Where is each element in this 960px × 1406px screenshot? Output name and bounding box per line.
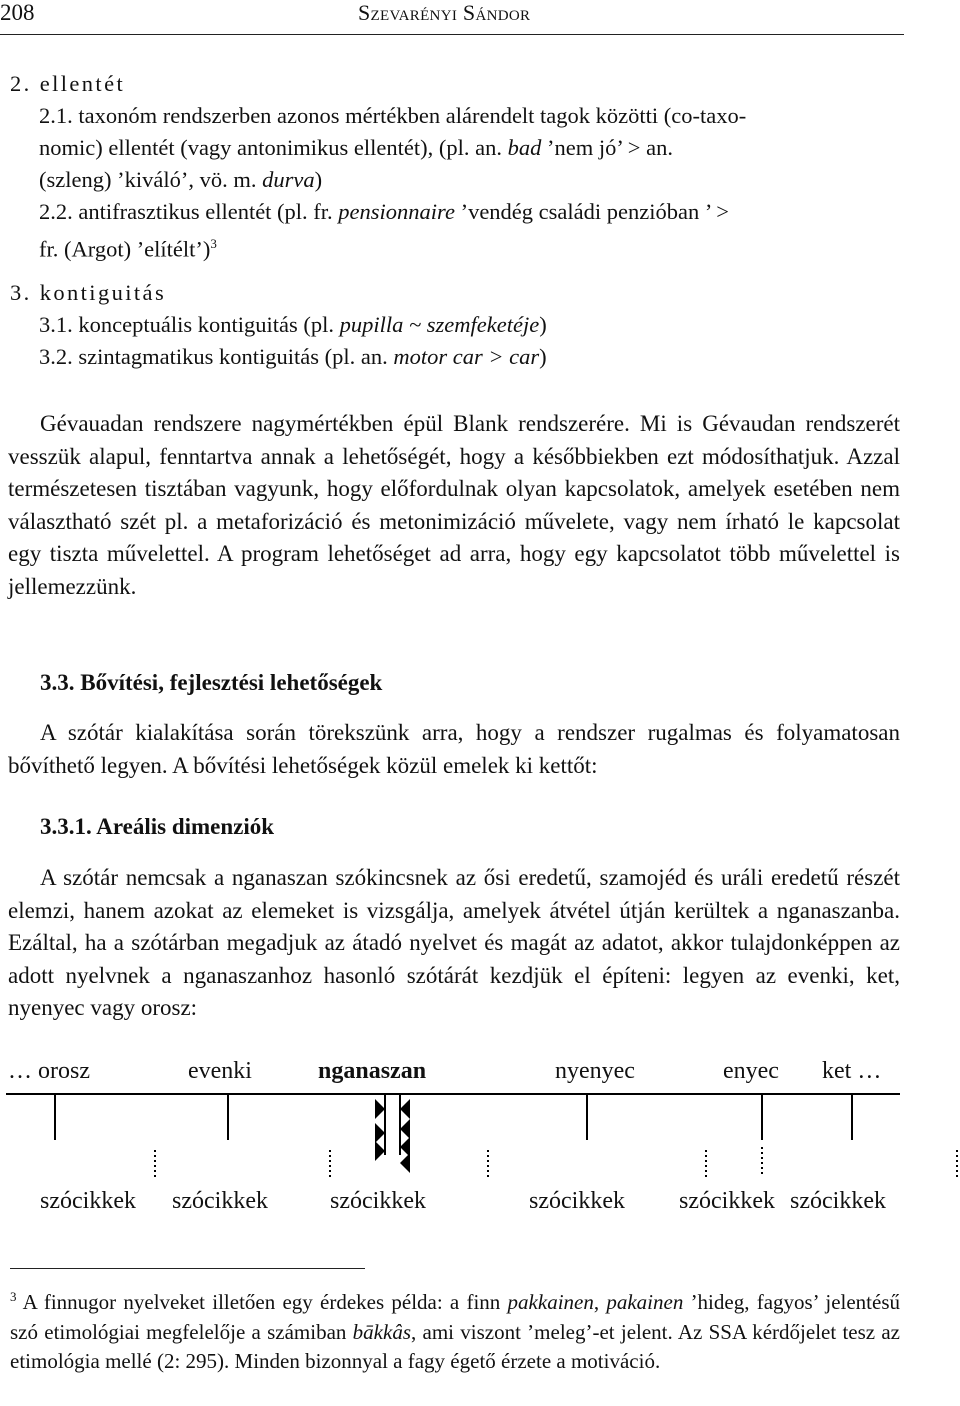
paragraph-3-3-1: A szótár nemcsak a nganaszan szókincsnek az ősi eredetű, szamojéd és uráli eredetű részét elemzi, hanem azokat az elemeket is vizsgálja, amelyek átvétel útján kerültek a nganaszanba. Ezáltal, ha a szótárban megadjuk az átadó nyelvet és magát az adatot, akkor tulajdonképpen az adott nyelvnek a nganaszanhoz hasonló szótárát kezdjük el építeni: legyen az evenki, ket, nyenyec vagy orosz: [8, 865, 900, 1020]
footnote-marker: 3 [10, 1289, 17, 1304]
paragraph-3-3: A szótár kialakítása során törekszünk arra, hogy a rendszer rugalmas és folyamatosan bővíthető legyen. A bővítési lehetőségek közül emelek ki kettőt: [8, 720, 900, 778]
outline-3-1: 3.1. konceptuális kontiguitás (pl. pupilla ~ szemfeketéje) [39, 312, 547, 337]
szocikkek-3: szócikkek [330, 1188, 426, 1214]
outline-2-1-cont: nomic) ellentét (vagy antonimikus ellentét), (pl. an. bad ’nem jó’ > an. [39, 135, 673, 160]
diagram-arrows [0, 1085, 960, 1180]
header-rule [0, 34, 904, 35]
running-header-author: Szevarényi Sándor [358, 0, 531, 25]
lang-orosz: … orosz [8, 1058, 90, 1084]
lang-enyec: enyec [723, 1058, 779, 1084]
outline-2-2-cont: fr. (Argot) ’elítélt’)$^3$ [39, 236, 217, 262]
outline-2-1: 2.1. taxonóm rendszerben azonos mértékben alárendelt tagok közötti (co-taxo- [39, 103, 747, 128]
szocikkek-5: szócikkek [679, 1188, 775, 1214]
outline-3: 3. kontiguitás [10, 280, 167, 305]
section-heading-3-3: 3.3. Bővítési, fejlesztési lehetőségek [40, 670, 383, 695]
footnote-3: $^3$ A finnugor nyelveket illetően egy érdekes példa: a finn pakkainen, pakainen ’hideg, fagyos’ jelentésű szó etimológiai megfelelője a számiban bākkâs, ami viszont ’meleg’-et jelent. Az SSA kérdőjelet tesz az etimológia mellé (2: 295). Minden bizonnyal a fagy égető érzete a motiváció. [10, 1289, 900, 1373]
outline-3-2: 3.2. szintagmatikus kontiguitás (pl. an. motor car > car) [39, 344, 547, 369]
footnote-ref: 3 [210, 236, 217, 251]
szocikkek-1: szócikkek [40, 1188, 136, 1214]
lang-evenki: evenki [188, 1058, 252, 1084]
szocikkek-6: szócikkek [790, 1188, 886, 1214]
outline-2-1-cont2: (szleng) ’kiváló’, vö. m. durva) [39, 167, 323, 192]
footnote-rule [10, 1268, 365, 1269]
lang-ket: ket … [822, 1058, 882, 1084]
section-heading-3-3-1: 3.3.1. Areális dimenziók [40, 814, 275, 839]
outline-2: 2. ellentét [10, 71, 126, 96]
szocikkek-4: szócikkek [529, 1188, 625, 1214]
szocikkek-2: szócikkek [172, 1188, 268, 1214]
page-number: 208 [0, 0, 35, 25]
outline-2-2: 2.2. antifrasztikus ellentét (pl. fr. pensionnaire ’vendég családi penzióban ’ > [39, 199, 729, 224]
paragraph-gevaudan: Gévauadan rendszere nagymértékben épül Blank rendszerére. Mi is Gévaudan rendszerét vesszük alapul, fenntartva annak a lehetőségét, hogy a későbbiekben ezt módosíthatjuk. Azzal természetesen tisztában vagyunk, hogy előfordulnak olyan kapcsolatok, amelyek esetében nem választható szét pl. a metaforizáció és metonimizáció művelete, vagy nem írható le kapcsolat egy tiszta művelettel. A program lehetőséget ad arra, hogy egy kapcsolatot több művelettel is jellemezzünk. [8, 411, 900, 599]
lang-nyenyec: nyenyec [555, 1058, 635, 1084]
lang-nganaszan: nganaszan [318, 1058, 427, 1084]
